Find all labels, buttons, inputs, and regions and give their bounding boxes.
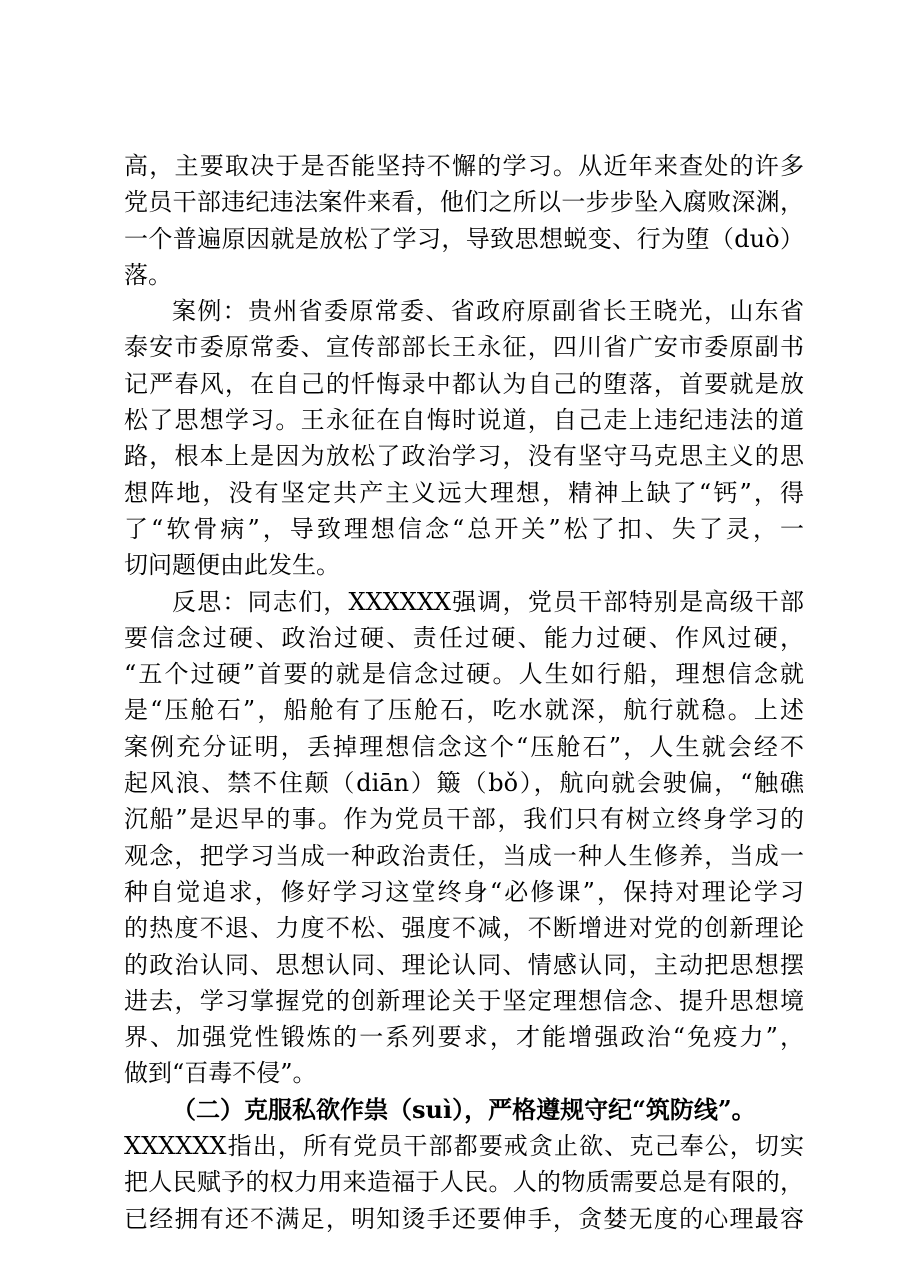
text-line: 观念，把学习当成一种政治责任，当成一种人生修养，当成一 — [124, 841, 804, 870]
text-line: 进去，学习掌握党的创新理论关于坚定理想信念、提升思想境 — [124, 986, 804, 1015]
text-line: 高，主要取决于是否能坚持不懈的学习。从近年来查处的许多 — [124, 152, 804, 180]
text-line: XXXXXX指出，所有党员干部都要戒贪止欲、克己奉公，切实 — [124, 1132, 804, 1161]
text-line: 已经拥有还不满足，明知烫手还要伸手，贪婪无度的心理最容 — [124, 1204, 804, 1233]
text-line: 一个普遍原因就是放松了学习，导致思想蜕变、行为堕（duò） — [124, 224, 804, 253]
text-line: 切问题便由此发生。 — [124, 551, 340, 580]
text-line: 沉船”是迟早的事。作为党员干部，我们只有树立终身学习的 — [124, 805, 804, 834]
paragraph — [124, 1128, 804, 1237]
text-line: 要信念过硬、政治过硬、责任过硬、能力过硬、作风过硬， — [124, 623, 804, 652]
text-line: 案例充分证明，丢掉理想信念这个“压舱石”，人生就会经不 — [124, 732, 804, 761]
paragraph — [124, 148, 804, 293]
text-line: 起风浪、禁不住颠（diān）簸（bǒ），航向就会驶偏，“触礁 — [124, 769, 804, 798]
paragraph — [124, 584, 804, 1092]
text-line: 的政治认同、思想认同、理论认同、情感认同，主动把思想摆 — [124, 950, 804, 979]
text-line: 想阵地，没有坚定共产主义远大理想，精神上缺了“钙”，得 — [124, 478, 804, 507]
text-line: 泰安市委原常委、宣传部部长王永征，四川省广安市委原副书 — [124, 333, 804, 362]
text-line: 的热度不退、力度不松、强度不减，不断增进对党的创新理论 — [124, 914, 804, 943]
text-line: “五个过硬”首要的就是信念过硬。人生如行船，理想信念就 — [124, 660, 804, 689]
text-line: 反思：同志们，XXXXXX强调，党员干部特别是高级干部 — [172, 587, 804, 616]
section-heading — [124, 1092, 804, 1128]
text-line: 种自觉追求，修好学习这堂终身“必修课”，保持对理论学习 — [124, 877, 804, 906]
text-line: 记严春风，在自己的忏悔录中都认为自己的堕落，首要就是放 — [124, 369, 804, 398]
text-line: 做到“百毒不侵”。 — [124, 1059, 317, 1088]
text-line: （二）克服私欲作祟（suì），严格遵规守纪“筑防线”。 — [172, 1094, 756, 1124]
text-line: 案例：贵州省委原常委、省政府原副省长王晓光，山东省 — [172, 297, 804, 326]
paragraph — [124, 293, 804, 583]
text-line: 了“软骨病”，导致理想信念“总开关”松了扣、失了灵，一 — [124, 514, 804, 543]
text-line: 界、加强党性锻炼的一系列要求，才能增强政治“免疫力”， — [124, 1023, 804, 1052]
text-line: 党员干部违纪违法案件来看，他们之所以一步步坠入腐败深渊， — [124, 188, 804, 217]
text-line: 松了思想学习。王永征在自悔时说道，自己走上违纪违法的道 — [124, 406, 804, 435]
text-line: 把人民赋予的权力用来造福于人民。人的物质需要总是有限的， — [124, 1168, 804, 1197]
text-line: 是“压舱石”，船舱有了压舱石，吃水就深，航行就稳。上述 — [124, 696, 804, 725]
document-page — [124, 148, 804, 1237]
text-line: 路，根本上是因为放松了政治学习，没有坚守马克思主义的思 — [124, 442, 804, 471]
text-line: 落。 — [124, 260, 172, 289]
